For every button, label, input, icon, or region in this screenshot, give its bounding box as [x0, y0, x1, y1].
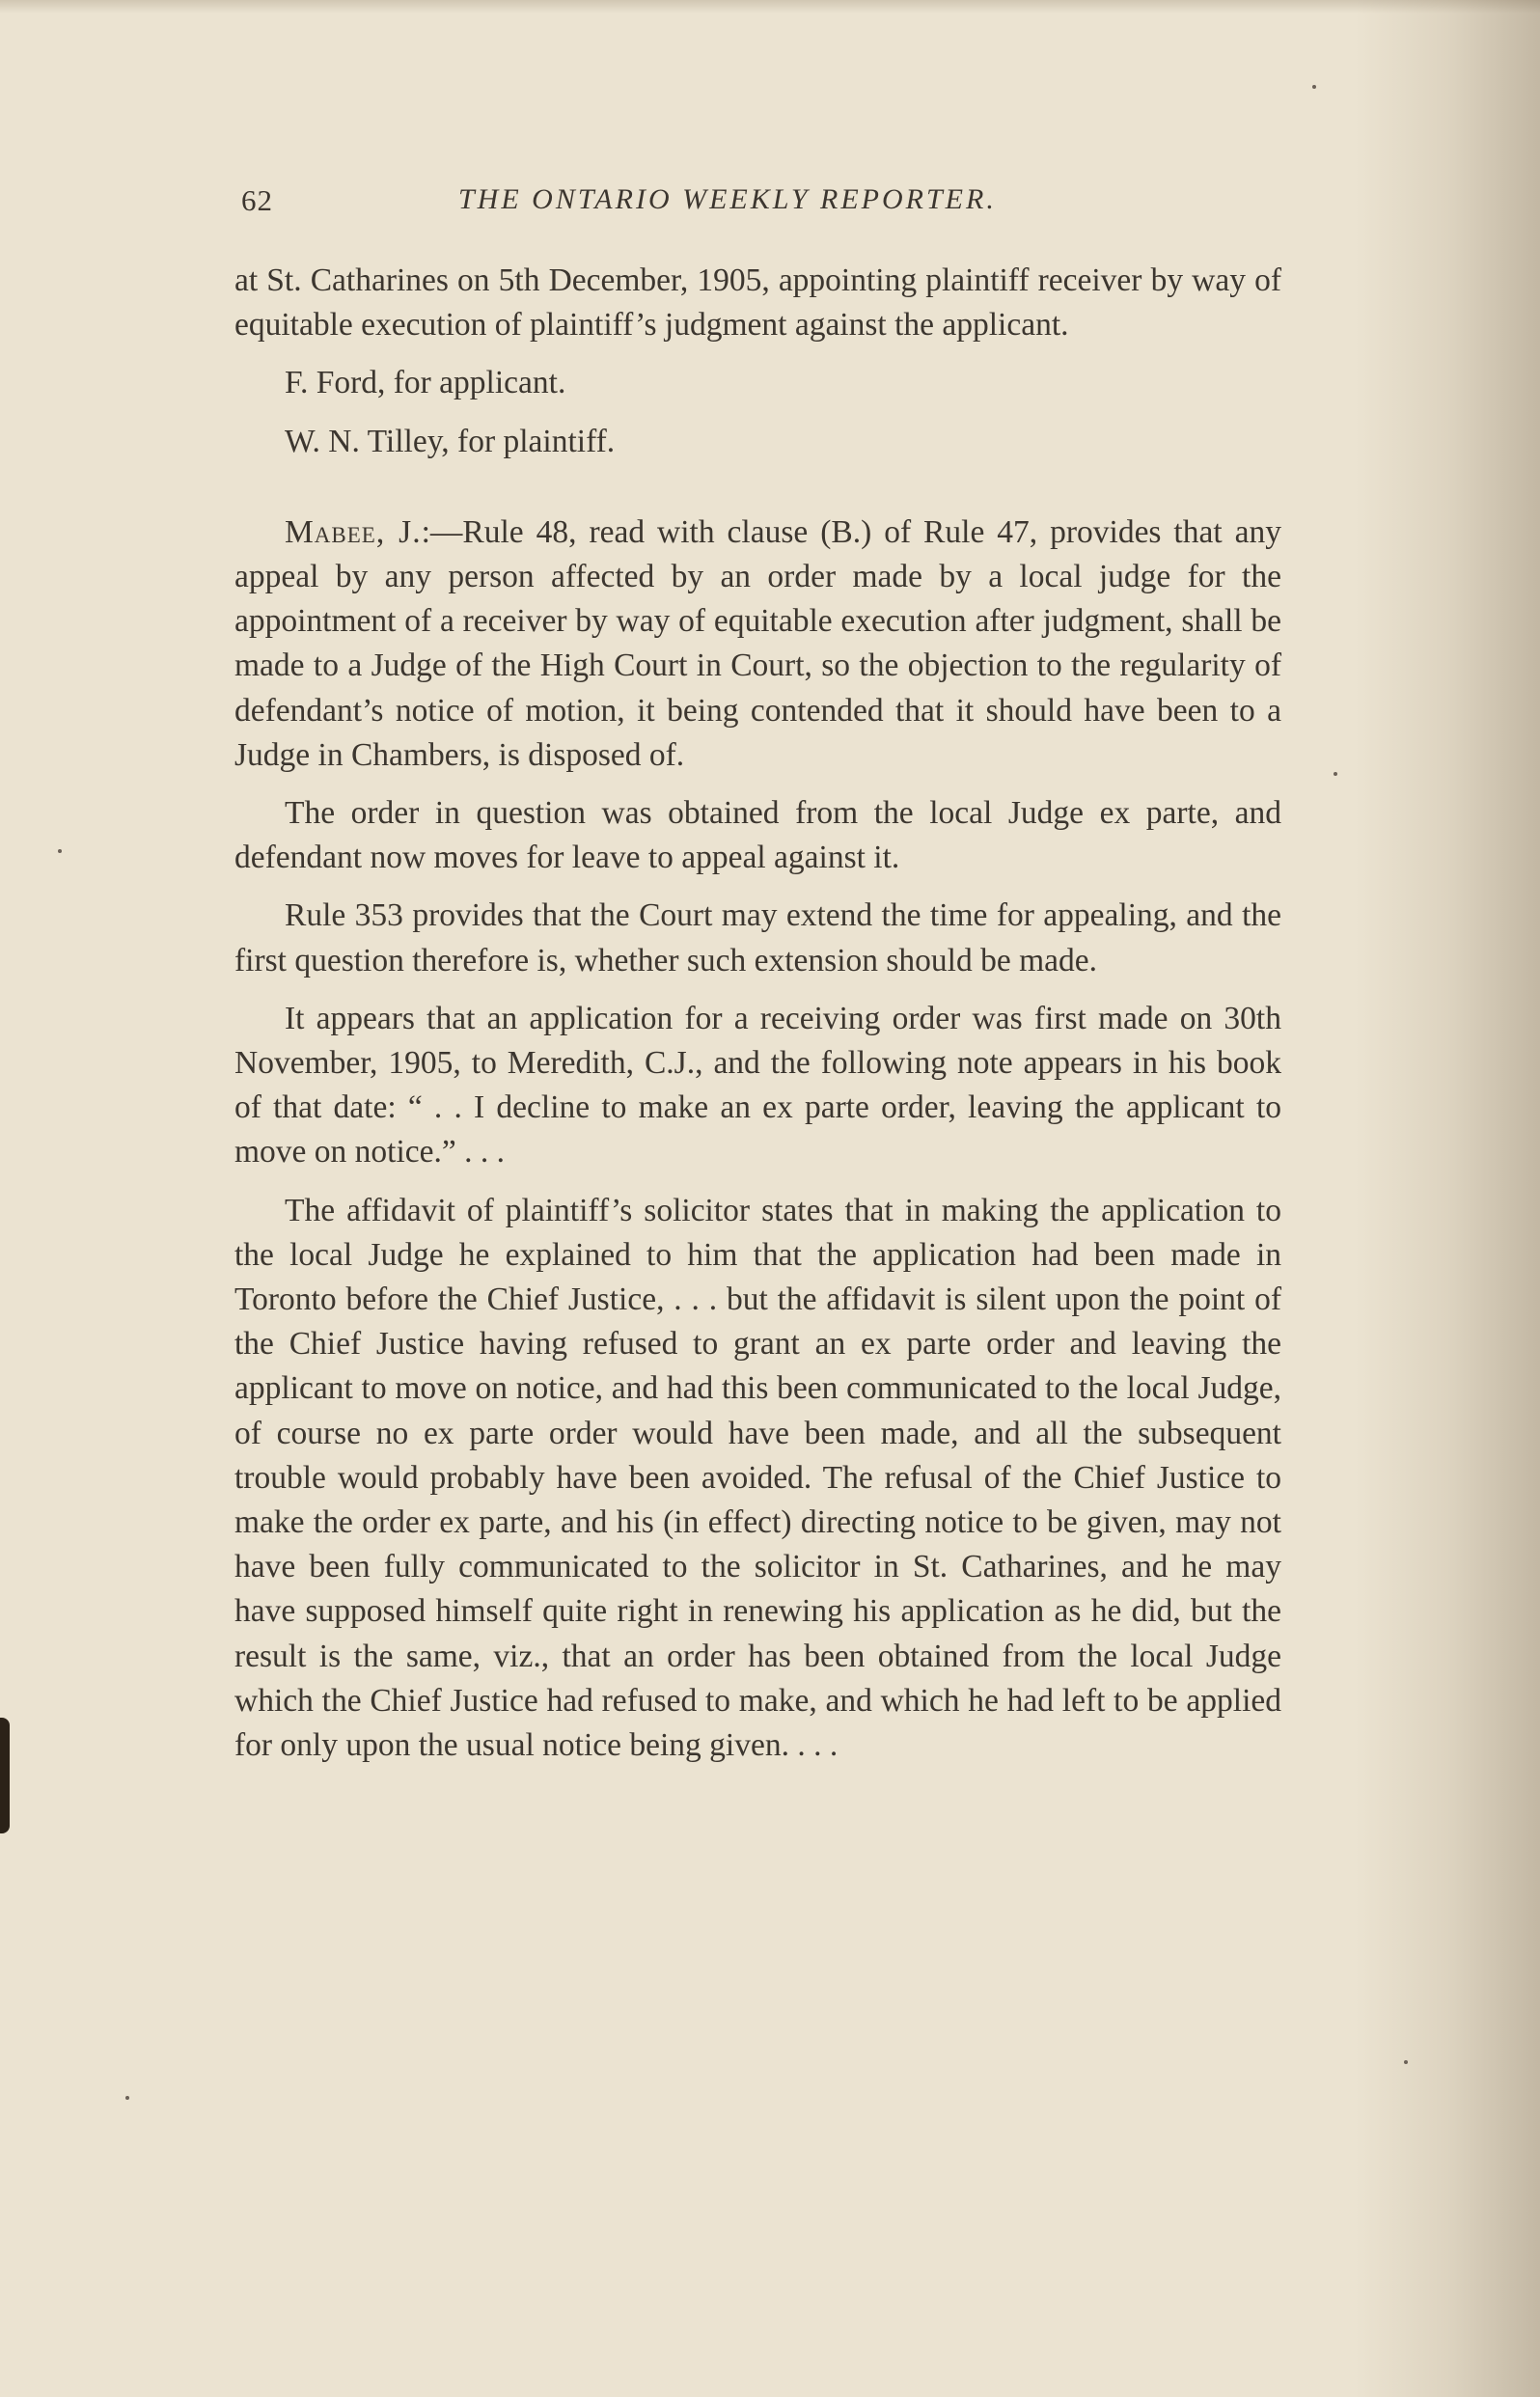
page-number: 62 [241, 183, 273, 217]
paragraph-application: It appears that an application for a receiving order was first made on 30th November, 1905, to Meredith, C.J., and the following note appears in his book of that date: “ . . I decline to make an ex parte order, leaving the applicant to move on notice.” . . . [234, 1000, 1281, 1171]
print-speck [125, 2096, 129, 2100]
print-speck [1334, 772, 1337, 776]
paragraph-continuation: at St. Catharines on 5th December, 1905, appointing plaintiff receiver by way of equitable execution of plaintiff’s judgment against the applicant. [234, 262, 1281, 344]
page-header [241, 183, 1303, 232]
print-speck [1404, 2060, 1408, 2064]
judge-name: Mabee, J. [285, 513, 422, 550]
judgment-paragraph [234, 510, 1281, 778]
body-text [234, 259, 1281, 1781]
binding-shadow [0, 1718, 10, 1833]
print-speck [1312, 85, 1316, 89]
counsel-applicant: F. Ford, for applicant. [285, 365, 566, 401]
print-speck [58, 849, 62, 853]
paragraph-rule: Rule 353 provides that the Court may extend the time for appealing, and the first question therefore is, whether such extension should be made. [234, 897, 1281, 978]
running-head: THE ONTARIO WEEKLY REPORTER. [458, 183, 997, 215]
paragraph-order: The order in question was obtained from the local Judge ex parte, and defendant now moves for leave to appeal against it. [234, 795, 1281, 876]
counsel-plaintiff: W. N. Tilley, for plaintiff. [285, 423, 616, 459]
paragraph-affidavit: The affidavit of plaintiff’s solicitor states that in making the application to the local Judge he explained to him that the application had been made in Toronto before the Chief Justice, . . . but the affidavit is silent upon the point of the Chief Justice having refused to grant an ex parte order and leaving the applicant to move on notice, and had this been communicated to the local Judge, of course no ex parte order would have been made, and all the subsequent trouble would probably have been avoided. The refusal of the Chief Justice to make the order ex parte, and his (in effect) directing notice to be given, may not have been fully communicated to the solicitor in St. Catharines, and he may have supposed himself quite right in renewing his application as he did, but the result is the same, viz., that an order has been obtained from the local Judge which the Chief Justice had refused to make, and which he had left to be applied for only upon the usual notice being given. . . . [234, 1192, 1281, 1764]
judgment-text: :—Rule 48, read with clause (B.) of Rule 47, provides that any appeal by any person affected by an order made by a local judge for the appointment of a receiver by way of equitable execution after judgment, shall be made to a Judge of the High Court in Court, so the objection to the regularity of defendant’s notice of motion, it being contended that it should have been to a Judge in Chambers, is disposed of. [234, 513, 1281, 773]
